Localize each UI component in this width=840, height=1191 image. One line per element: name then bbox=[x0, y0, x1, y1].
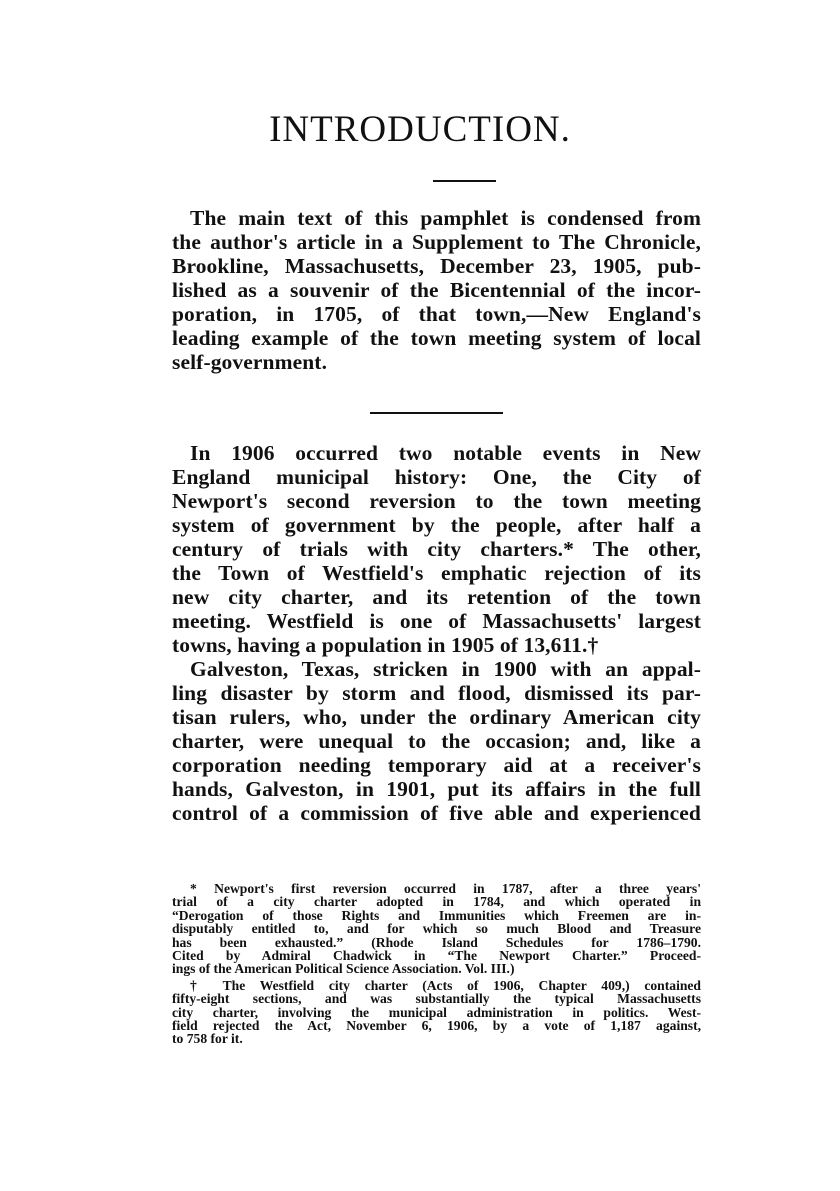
text-line: tisan rulers, who, under the ordinary American city bbox=[172, 705, 701, 729]
footnote-line: trial of a city charter adopted in 1784, and which operated in bbox=[172, 894, 701, 910]
text-line: lished as a souvenir of the Bicentennial of the incor- bbox=[172, 278, 701, 302]
footnote-line: “Derogation of those Rights and Immunities which Freemen are in- bbox=[172, 907, 701, 923]
text-line: the Town of Westfield's emphatic rejection of its bbox=[172, 561, 701, 585]
text-line: self-government. bbox=[172, 350, 328, 374]
text-line: Brookline, Massachusetts, December 23, 1905, pub- bbox=[172, 254, 701, 278]
text-line: new city charter, and its retention of the town bbox=[172, 585, 701, 609]
footnote-line: fifty-eight sections, and was substantially the typical Massachusetts bbox=[172, 991, 701, 1007]
text-line: ling disaster by storm and flood, dismissed its par- bbox=[172, 681, 701, 705]
text-line: In 1906 occurred two notable events in New bbox=[190, 441, 701, 465]
text-line: towns, having a population in 1905 of 13,611.† bbox=[172, 633, 599, 657]
text-line: control of a commission of five able and experienced bbox=[172, 801, 701, 825]
text-line: system of government by the people, after half a bbox=[172, 513, 701, 537]
footnote-line: ings of the American Political Science Association. Vol. III.) bbox=[172, 961, 515, 977]
section-divider bbox=[370, 412, 503, 414]
text-line: poration, in 1705, of that town,—New England's bbox=[172, 302, 701, 326]
footnote-line: Cited by Admiral Chadwick in “The Newport Charter.” Proceed- bbox=[172, 947, 701, 963]
text-line: century of trials with city charters.* The other, bbox=[172, 537, 701, 561]
footnotes bbox=[172, 882, 701, 1046]
footnote-line: * Newport's first reversion occurred in 1787, after a three years' bbox=[190, 881, 701, 896]
text-line: leading example of the town meeting system of local bbox=[172, 326, 701, 350]
text-line: The main text of this pamphlet is condensed from bbox=[190, 206, 701, 230]
text-line: the author's article in a Supplement to The Chronicle, bbox=[172, 230, 701, 254]
footnote-line: disputably entitled to, and for which so much Blood and Treasure bbox=[172, 921, 701, 937]
text-line: Galveston, Texas, stricken in 1900 with an appal- bbox=[190, 657, 701, 681]
text-line: corporation needing temporary aid at a receiver's bbox=[172, 753, 701, 777]
title-divider bbox=[433, 180, 496, 182]
text-line: England municipal history: One, the City of bbox=[172, 465, 701, 489]
footnote-line: field rejected the Act, November 6, 1906, by a vote of 1,187 against, bbox=[172, 1017, 701, 1033]
footnote-line: to 758 for it. bbox=[172, 1031, 243, 1047]
text-line: meeting. Westfield is one of Massachusetts' largest bbox=[172, 609, 701, 633]
paragraph-1 bbox=[172, 206, 701, 374]
footnote-line: † The Westfield city charter (Acts of 1906, Chapter 409,) contained bbox=[190, 977, 701, 993]
text-line: Newport's second reversion to the town meeting bbox=[172, 489, 701, 513]
page-title: INTRODUCTION. bbox=[269, 109, 571, 150]
text-line: charter, were unequal to the occasion; and, like a bbox=[172, 729, 701, 753]
footnote-line: has been exhausted.” (Rhode Island Schedules for 1786–1790. bbox=[172, 934, 701, 950]
footnote-line: city charter, involving the municipal administration in politics. West- bbox=[172, 1004, 701, 1020]
paragraph-2 bbox=[172, 441, 701, 825]
text-line: hands, Galveston, in 1901, put its affairs in the full bbox=[172, 777, 701, 801]
